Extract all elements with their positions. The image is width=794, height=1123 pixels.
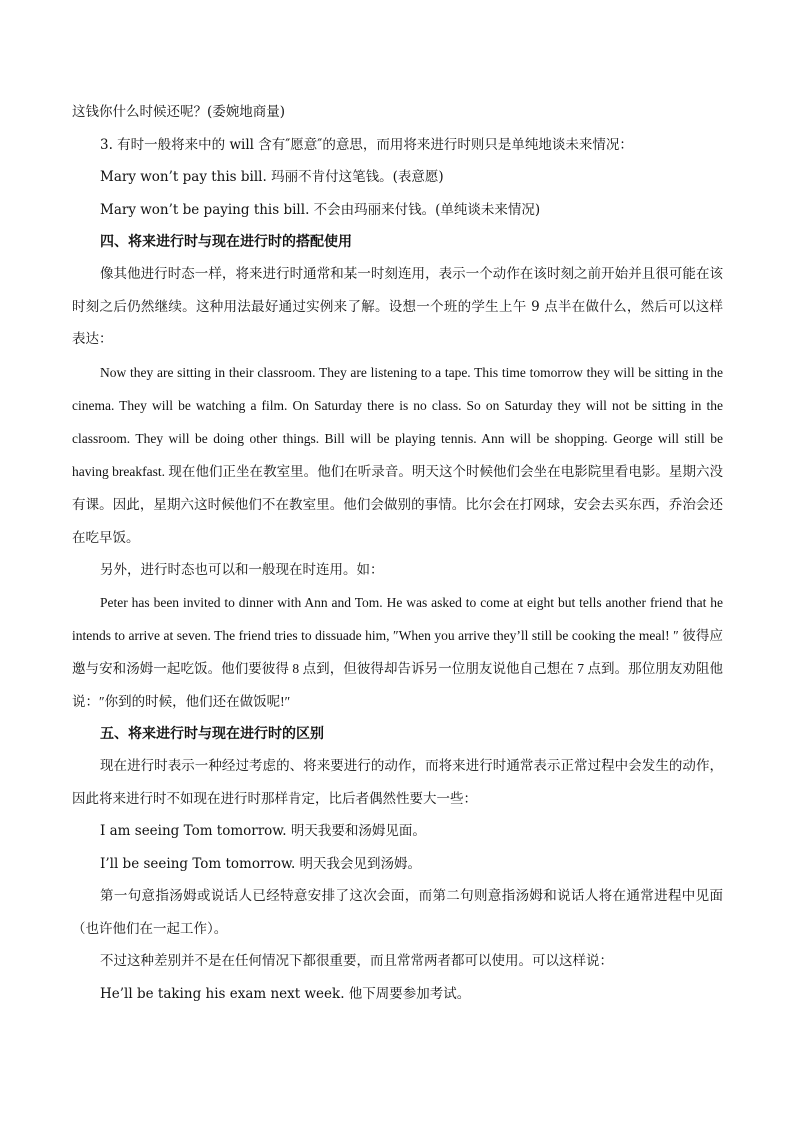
paragraph: 另外，进行时态也可以和一般现在时连用。如： xyxy=(100,561,384,578)
example-paragraph: Now they are sitting in their classroom. They are listening to a tape. This time tomorrow they will be sitting in the cinema. They will be watching a film. On Saturday there is no class. So on Saturday they will not be sitting in the classroom. They will be doing other things. Bill will be playing tennis. Ann will be shopping. George will still be having breakfast. 现在他们正坐在教室里。他们在听录音。明天这个时候他们会坐在电影院里看电影。星期六没有课。因此，星期六这时候他们不在教室里。他们会做别的事情。比尔会在打网球，安会去买东西，乔治会还在吃早饭。 xyxy=(72,364,723,545)
example-paragraph: Peter has been invited to dinner with Ann and Tom. He was asked to come at eight but tells another friend that he intends to arrive at seven. The friend tries to dissuade him, ″When you arrive they’ll still be cooking the meal! ″ 彼得应邀与安和汤姆一起吃饭。他们要彼得 8 点到，但彼得却告诉另一位朋友说他自己想在 7 点到。那位朋友劝阻他说：″你到的时候，他们还在做饭呢!″ xyxy=(72,595,723,709)
document-page xyxy=(72,96,723,1010)
example-sentence: Mary won’t pay this bill. 玛丽不肯付这笔钱。(表意愿) xyxy=(100,169,444,185)
example-sentence: He’ll be taking his exam next week. 他下周要参加考试。 xyxy=(100,985,471,1002)
example-sentence: I am seeing Tom tomorrow. 明天我要和汤姆见面。 xyxy=(100,823,426,839)
example-sentence: I’ll be seeing Tom tomorrow. 明天我会见到汤姆。 xyxy=(100,855,422,872)
section-heading-4: 四、将来进行时与现在进行时的搭配使用 xyxy=(100,234,352,250)
example-sentence: Mary won’t be paying this bill. 不会由玛丽来付钱。(单纯谈未来情况) xyxy=(100,201,541,218)
text-line: 这钱你什么时候还呢？(委婉地商量) xyxy=(72,104,286,120)
numbered-point-3: 3. 有时一般将来中的 will 含有″愿意″的意思，而用将来进行时则只是单纯地谈未来情况： xyxy=(100,136,633,153)
paragraph: 不过这种差别并不是在任何情况下都很重要，而且常常两者都可以使用。可以这样说： xyxy=(100,953,613,969)
paragraph: 现在进行时表示一种经过考虑的、将来要进行的动作，而将来进行时通常表示正常过程中会发生的动作，因此将来进行时不如现在进行时那样肯定，比后者偶然性要大一些： xyxy=(72,758,723,807)
paragraph: 第一句意指汤姆或说话人已经特意安排了这次会面，而第二句则意指汤姆和说话人将在通常进程中见面（也许他们在一起工作）。 xyxy=(72,888,723,937)
paragraph: 像其他进行时态一样，将来进行时通常和某一时刻连用，表示一个动作在该时刻之前开始并且很可能在该时刻之后仍然继续。这种用法最好通过实例来了解。设想一个班的学生上午 9 点半在做什么，然后可以这样表达： xyxy=(72,266,723,347)
section-heading-5: 五、将来进行时与现在进行时的区别 xyxy=(100,726,324,742)
